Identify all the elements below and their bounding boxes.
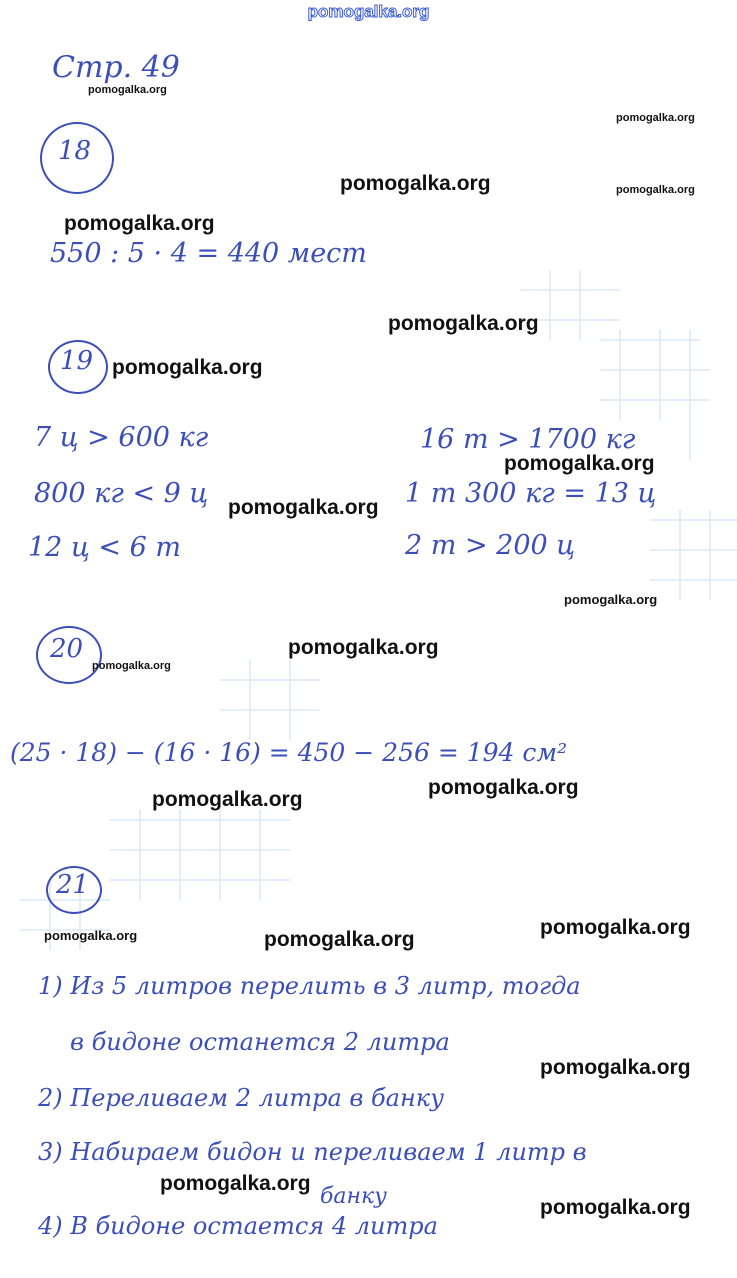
task-21-line: 3) Набираем бидон и переливаем 1 литр в xyxy=(38,1138,587,1166)
task-19-right-line: 16 т > 1700 кг xyxy=(420,424,636,455)
task-21-line: 1) Из 5 литров перелить в 3 литр, тогда xyxy=(38,972,581,1000)
task-18-number: 18 xyxy=(58,136,92,166)
watermark: pomogalka.org xyxy=(340,172,491,195)
task-19-right-line: 1 т 300 кг = 13 ц xyxy=(405,478,657,509)
watermark: pomogalka.org xyxy=(228,496,379,519)
watermark: pomogalka.org xyxy=(160,1172,311,1195)
task-21-line: в бидоне останется 2 литра xyxy=(70,1028,450,1056)
watermark: pomogalka.org xyxy=(564,592,658,607)
watermark: pomogalka.org xyxy=(92,660,171,672)
watermark: pomogalka.org xyxy=(112,356,263,379)
watermark: pomogalka.org xyxy=(288,636,439,659)
watermark: pomogalka.org xyxy=(616,184,695,196)
watermark: pomogalka.org xyxy=(540,1056,691,1079)
watermark: pomogalka.org xyxy=(152,788,303,811)
watermark: pomogalka.org xyxy=(504,452,655,475)
watermark: pomogalka.org xyxy=(616,112,695,124)
task-19-left-line: 7 ц > 600 кг xyxy=(34,422,209,453)
watermark: pomogalka.org xyxy=(64,212,215,235)
task-20-number: 20 xyxy=(50,634,84,664)
task-21-number: 21 xyxy=(56,870,90,900)
task-19-left-line: 12 ц < 6 т xyxy=(28,532,181,563)
watermark: pomogalka.org xyxy=(388,312,539,335)
task-21-line: 2) Переливаем 2 литра в банку xyxy=(38,1084,445,1112)
watermark: pomogalka.org xyxy=(44,928,138,943)
task-19-right-line: 2 т > 200 ц xyxy=(405,530,576,561)
watermark: pomogalka.org xyxy=(540,916,691,939)
watermark: pomogalka.org xyxy=(264,928,415,951)
watermark: pomogalka.org xyxy=(88,84,167,96)
task-18-solution: 550 : 5 · 4 = 440 мест xyxy=(50,238,367,269)
task-19-number: 19 xyxy=(60,346,94,376)
task-21-line: банку xyxy=(320,1184,387,1209)
site-watermark-top: pomogalka.org xyxy=(307,2,430,21)
task-20-solution: (25 · 18) − (16 · 16) = 450 − 256 = 194 см² xyxy=(10,738,568,767)
task-21-line: 4) В бидоне остается 4 литра xyxy=(38,1212,438,1240)
watermark: pomogalka.org xyxy=(428,776,579,799)
task-19-left-line: 800 кг < 9 ц xyxy=(34,478,209,509)
page-label: Стр. 49 xyxy=(52,50,180,85)
watermark: pomogalka.org xyxy=(540,1196,691,1219)
